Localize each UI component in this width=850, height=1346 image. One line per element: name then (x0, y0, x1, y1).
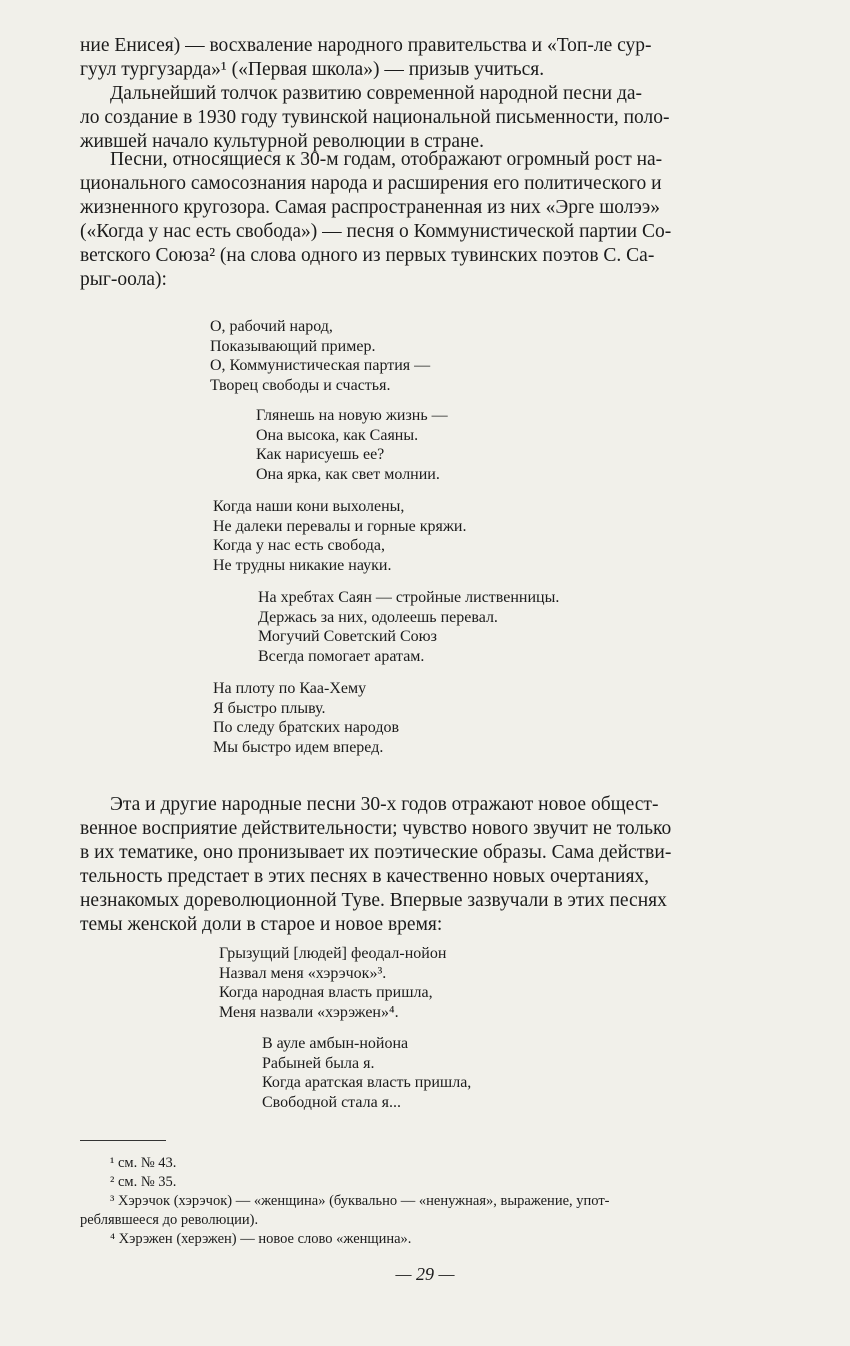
footnote: ¹ см. № 43. (110, 1155, 177, 1171)
poem-stanza (213, 679, 399, 757)
text-line: ционального самосознания народа и расширения его политического и (80, 173, 662, 194)
verse-line: Назвал меня «хэрэчок»³. (219, 964, 387, 982)
verse-line: Она высока, как Саяны. (256, 426, 419, 444)
text-line: жизненного кругозора. Самая распространенная из них «Эрге шолээ» (80, 197, 660, 218)
verse-line: Показывающий пример. (210, 337, 376, 355)
text-line: ло создание в 1930 году тувинской национальной письменности, поло- (80, 107, 670, 128)
text-line: незнакомых дореволюционной Туве. Впервые зазвучали в этих песнях (80, 890, 667, 911)
verse-line: Всегда помогает аратам. (258, 647, 425, 665)
poem-stanza (262, 1034, 471, 1112)
text-line: Эта и другие народные песни 30-х годов отражают новое общест- (110, 794, 659, 815)
verse-line: Рабыней была я. (262, 1054, 375, 1072)
text-line: тельность предстает в этих песнях в качественно новых очертаниях, (80, 866, 650, 887)
paragraph-writing-system (80, 82, 788, 106)
text-line: жившей начало культурной революции в стране. (80, 131, 484, 152)
text-line: венное восприятие действительности; чувство нового звучит не только (80, 818, 672, 839)
poem-stanza (210, 317, 430, 395)
verse-line: Как нарисуешь ее? (256, 446, 385, 464)
paragraph-new-reality (80, 793, 788, 817)
paragraph-new-reality-cont (80, 817, 788, 937)
footnote: ³ Хэрэчок (хэрэчок) — «женщина» (буквально — «ненужная», выражение, упот- (110, 1193, 610, 1209)
footnote: ⁴ Хэрэжен (херэжен) — новое слово «женщина». (110, 1231, 412, 1247)
poem-stanza (256, 406, 448, 484)
verse-line: Свободной стала я... (262, 1093, 402, 1111)
text-line: Дальнейший толчок развитию современной народной песни да- (110, 83, 643, 104)
verse-line: Глянешь на новую жизнь — (256, 407, 448, 424)
poem-stanza (258, 588, 559, 666)
text-line: («Когда у нас есть свобода») — песня о Коммунистической партии Со- (80, 221, 672, 242)
poem-stanza (213, 497, 466, 575)
verse-line: Когда у нас есть свобода, (213, 537, 386, 555)
verse-line: Когда наши кони выхолены, (213, 498, 405, 515)
text-line: ние Енисея) — восхваление народного правительства и «Топ-ле сур- (80, 35, 652, 56)
verse-line: Меня назвали «хэрэжен»⁴. (219, 1003, 399, 1021)
paragraph-writing-system-cont (80, 106, 788, 154)
verse-line: Не далеки перевалы и горные кряжи. (213, 517, 467, 535)
paragraph-30s-songs (80, 148, 788, 172)
verse-line: О, Коммунистическая партия — (210, 357, 431, 375)
text-line: Песни, относящиеся к 30-м годам, отображают огромный рост на- (110, 149, 663, 170)
verse-line: Могучий Советский Союз (258, 628, 437, 646)
verse-line: Она ярка, как свет молнии. (256, 465, 440, 483)
verse-line: Мы быстро идем вперед. (213, 738, 384, 756)
verse-line: Я быстро плыву. (213, 699, 326, 717)
text-line: гуул тургузарда»¹ («Первая школа») — призыв учиться. (80, 59, 545, 80)
verse-line: На плоту по Каа-Хему (213, 680, 367, 697)
page-number: — 29 — (395, 1264, 455, 1284)
verse-line: Когда народная власть пришла, (219, 984, 433, 1002)
verse-line: Грызущий [людей] феодал-нойон (219, 945, 447, 962)
text-line: ветского Союза² (на слова одного из первых тувинских поэтов С. Са- (80, 245, 655, 266)
verse-line: Когда аратская власть пришла, (262, 1074, 472, 1092)
footnote: реблявшееся до революции). (80, 1212, 259, 1228)
verse-line: Не трудны никакие науки. (213, 556, 392, 574)
footnote-divider (80, 1140, 166, 1141)
verse-line: Держась за них, одолеешь перевал. (258, 608, 498, 626)
footnotes (80, 1154, 795, 1249)
paragraph-30s-songs-cont (80, 172, 788, 292)
verse-line: Творец свободы и счастья. (210, 376, 391, 394)
text-line: в их тематике, оно пронизывает их поэтические образы. Сама действи- (80, 842, 672, 863)
verse-line: О, рабочий народ, (210, 318, 333, 335)
verse-line: На хребтах Саян — стройные лиственницы. (258, 589, 560, 606)
paragraph-intro (80, 34, 788, 82)
poem-stanza (219, 944, 446, 1022)
footnote: ² см. № 35. (110, 1174, 177, 1190)
verse-line: По следу братских народов (213, 719, 400, 737)
verse-line: В ауле амбын-нойона (262, 1035, 409, 1052)
text-line: рыг-оола): (80, 269, 167, 290)
text-line: темы женской доли в старое и новое время: (80, 914, 443, 935)
